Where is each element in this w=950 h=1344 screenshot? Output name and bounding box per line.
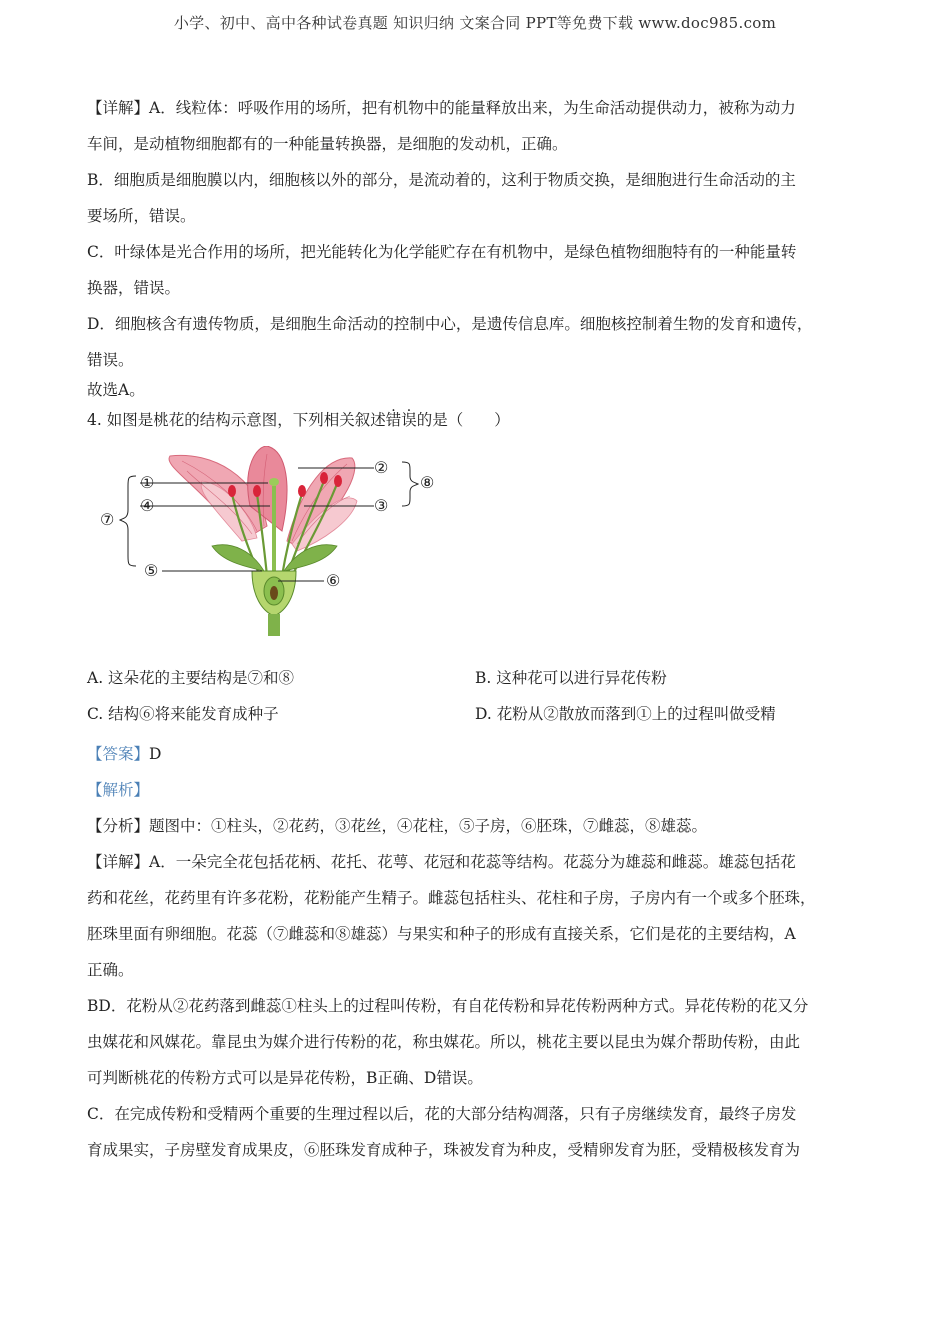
text-line: C．叶绿体是光合作用的场所，把光能转化为化学能贮存在有机物中，是绿色植物细胞特有的一种能量转 <box>87 243 797 261</box>
question-stem <box>87 408 867 432</box>
label-7: ⑦ <box>100 510 115 529</box>
ovule <box>270 586 278 600</box>
question-prefix: 4. 如图是桃花的结构示意图，下列相关叙述 <box>87 411 386 429</box>
stigma <box>269 478 279 486</box>
text-line: C．在完成传粉和受精两个重要的生理过程以后，花的大部分结构凋落，只有子房继续发育，最终子房发 <box>87 1105 797 1123</box>
text-line: 【分析】题图中：①柱头，②花药，③花丝，④花柱，⑤子房，⑥胚珠，⑦雌蕊，⑧雄蕊。 <box>87 817 708 835</box>
analysis-body <box>87 814 867 1162</box>
text-line: 【详解】A．一朵完全花包括花柄、花托、花萼、花冠和花蕊等结构。花蕊分为雄蕊和雌蕊。雄蕊包括花 <box>87 853 796 871</box>
answer-label: 【答案】 <box>87 745 150 763</box>
sepal-right <box>284 545 337 571</box>
text-line: 错误。 <box>87 351 134 369</box>
text-line: 药和花丝，花药里有许多花粉，花粉能产生精子。雌蕊包括柱头、花柱和子房，子房内有一个或多个胚珠， <box>87 889 816 907</box>
answer-line <box>87 742 867 766</box>
label-1: ① <box>140 473 155 492</box>
option-b: B. 这种花可以进行异花传粉 <box>475 669 667 687</box>
label-6: ⑥ <box>326 571 341 590</box>
text-line: 正确。 <box>87 961 134 979</box>
text-line: BD．花粉从②花药落到雌蕊①柱头上的过程叫传粉，有自花传粉和异花传粉两种方式。异花传粉的花又分 <box>87 997 809 1015</box>
peach-flower-diagram <box>92 446 452 636</box>
previous-explanation <box>87 96 867 402</box>
text-line: 【详解】A．线粒体：呼吸作用的场所，把有机物中的能量释放出来，为生命活动提供动力，被称为动力 <box>87 99 796 117</box>
text-line: 车间，是动植物细胞都有的一种能量转换器，是细胞的发动机，正确。 <box>87 135 568 153</box>
text-line: 故选A。 <box>87 381 145 399</box>
question-suffix: 的是（ ） <box>416 411 510 429</box>
label-8: ⑧ <box>420 473 435 492</box>
text-line: B．细胞质是细胞膜以内，细胞核以外的部分，是流动着的，这利于物质交换，是细胞进行生命活动的主 <box>87 171 796 189</box>
option-d: D. 花粉从②散放而落到①上的过程叫做受精 <box>475 705 776 723</box>
text-line: 换器，错误。 <box>87 279 181 297</box>
text-line: 育成果实，子房壁发育成果皮，⑥胚珠发育成种子，珠被发育为种皮，受精卵发育为胚，受精极核发育为 <box>87 1141 801 1159</box>
stem <box>268 614 280 636</box>
option-a: A. 这朵花的主要结构是⑦和⑧ <box>87 669 295 687</box>
text-line: D．细胞核含有遗传物质，是细胞生命活动的控制中心，是遗传信息库。细胞核控制着生物的发育和遗传， <box>87 315 813 333</box>
label-4: ④ <box>140 496 155 515</box>
answer-value: D <box>149 745 162 763</box>
answer-options <box>87 666 867 738</box>
emphasis-char: 错 <box>385 411 402 429</box>
text-line: 要场所，错误。 <box>87 207 196 225</box>
text-line: 可判断桃花的传粉方式可以是异花传粉，B正确、D错误。 <box>87 1069 483 1087</box>
emphasis-char: 误 <box>401 411 417 429</box>
analysis-label: 【解析】 <box>87 781 150 799</box>
text-line: 胚珠里面有卵细胞。花蕊（⑦雌蕊和⑧雄蕊）与果实和种子的形成有直接关系，它们是花的主要结构，A <box>87 925 796 943</box>
page-header: 小学、初中、高中各种试卷真题 知识归纳 文案合同 PPT等免费下载 www.doc985.com <box>173 14 777 32</box>
text-line: 虫媒花和风媒花。靠昆虫为媒介进行传粉的花，称虫媒花。所以，桃花主要以昆虫为媒介帮助传粉，由此 <box>87 1033 801 1051</box>
document-body <box>87 96 867 1162</box>
label-3: ③ <box>374 496 389 515</box>
option-c: C. 结构⑥将来能发育成种子 <box>87 705 279 723</box>
label-5: ⑤ <box>144 561 159 580</box>
sepal-left <box>212 545 264 571</box>
label-2: ② <box>374 458 389 477</box>
